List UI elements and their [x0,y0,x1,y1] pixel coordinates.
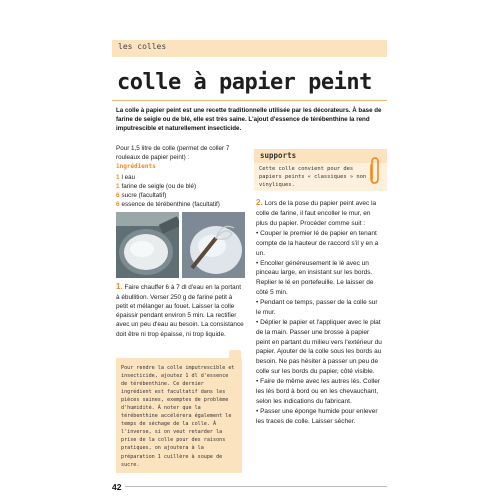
ingredient-list [116,173,246,210]
paperclip-icon [368,156,382,191]
whisk-and-bowl-photo [182,212,245,278]
step-2-intro: 2. Lors de la pose du papier peint avec la colle de farine, il faut encoller le mur, en plus du papier. Procéder comme suit : [256,198,377,228]
ingredients-heading: ingrédients [116,163,156,171]
pot-with-paste-photo [116,212,179,278]
list-item: • Pendant ce temps, passer de la colle sur le mur. [256,298,384,318]
tip-box [116,358,242,473]
tip-text: Pour rendre la colle imputrescible et insecticide, ajoutez 1 dl d'essence de térébenthine. Ce dernier ingrédient est facultatif dans les pièces saines, exemptes de problème d'humidité. À noter que la térébenthine accélérera également le temps de séchage de la colle. À l'inverse, si on veut retarder la prise de la colle pour des raisons pratiques, on ajoutera à la préparation 1 cuillère à soupe de sucre. [121,365,235,468]
title-divider [112,100,387,101]
intro-paragraph: La colle à papier peint est une recette traditionnelle utilisée par les décorateurs. À base de farine de seigle ou de blé, elle est très saine. L'ajout d'essence de térébenthine la rend imputrescible et naturellement insecticide. [116,107,382,132]
list-item: • Déplier le papier et l'appliquer avec le plat de la main. Passer une brosse à papier peint en partant du milieu vers l'extérieur du papier. Ajouter de la colle sous les bords au besoin. Ne pas hésiter à passer un peu de colle sur les bords du papier, côté visible. [256,318,384,377]
list-item: • Passer une éponge humide pour enlever les traces de colle. Laisser sécher. [256,407,384,427]
step-1-number: 1. [116,282,123,291]
supports-text: Cette colle convient pour des papiers peints « classiques » non vinyliques. [259,166,367,188]
footer-divider [125,486,387,487]
ingredient-item: 1 farine de seigle (ou de blé) [116,182,197,190]
step-2-block [256,197,384,426]
list-item: • Faire de même avec les autres lés. Coller les lés bord à bord ou en les chevauchant, selon les indications du fabricant. [256,377,384,407]
recipe-block [116,145,246,209]
step-2-number: 2. [256,198,263,207]
step-1-text: Faire chauffer 6 à 7 dl d'eau en la portant à ébullition. Verser 250 g de farine petit à petit et mélanger au fouet. Laisser la colle épaissir pendant environ 5 min. La rectifier avec un peu d'eau au besoin. La consistance doit être ni trop épaisse, ni trop liquide. [116,284,244,338]
step-1-paragraph [116,281,246,339]
list-item: • Couper le premier lé de papier en tenant compte de la hauteur de raccord s'il y en a un. [256,229,384,259]
ingredient-item: 1 l eau [116,173,136,181]
ingredient-item: 6 sucre (facultatif) [116,191,167,199]
ingredient-item: 6 essence de térébenthine (facultatif) [116,201,220,209]
list-item: • Encoller généreusement le lé avec un pinceau large, en insistant sur les bords. Replier le lé en portefeuille. Le laisser de côté 5 min. [256,259,384,299]
page-title: colle à papier peint [117,70,372,95]
supports-heading: supports [260,151,297,160]
recipe-yield: Pour 1,5 litre de colle (permet de coller 7 rouleaux de papier peint) : [116,145,230,161]
section-header-bar [112,40,387,57]
page-number: 42 [112,482,122,492]
section-label: les colles [118,42,167,51]
step-2-list [256,229,384,427]
